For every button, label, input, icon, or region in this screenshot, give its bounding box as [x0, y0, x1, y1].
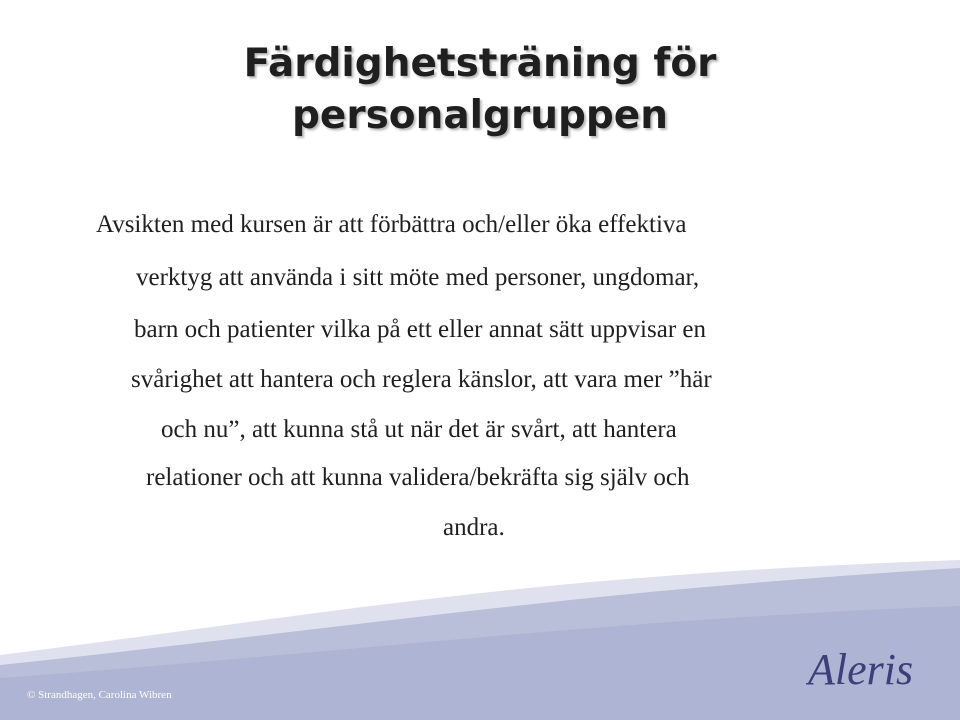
title-line-1: Färdighetsträning för: [243, 41, 717, 86]
body-line-3: barn och patienter vilka på ett eller annat sätt uppvisar en: [134, 316, 706, 343]
body-line-4: svårighet att hantera och reglera känslor, att vara mer ”här: [131, 366, 712, 393]
body-line-5: och nu”, att kunna stå ut när det är svårt, att hantera: [161, 416, 677, 443]
title-line-2: personalgruppen: [291, 93, 669, 138]
aleris-logo-text: Aleris: [808, 645, 914, 692]
body-line-2: verktyg att använda i sitt möte med personer, ungdomar,: [136, 264, 700, 291]
slide-title: [0, 38, 960, 142]
copyright-notice: © Strandhagen, Carolina Wibren: [27, 689, 172, 701]
body-line-6: relationer och att kunna validera/bekräfta sig själv och: [146, 464, 690, 491]
body-line-1: Avsikten med kursen är att förbättra och/eller öka effektiva: [96, 211, 687, 238]
aleris-logo: [806, 640, 926, 692]
body-line-7: andra.: [443, 514, 505, 541]
